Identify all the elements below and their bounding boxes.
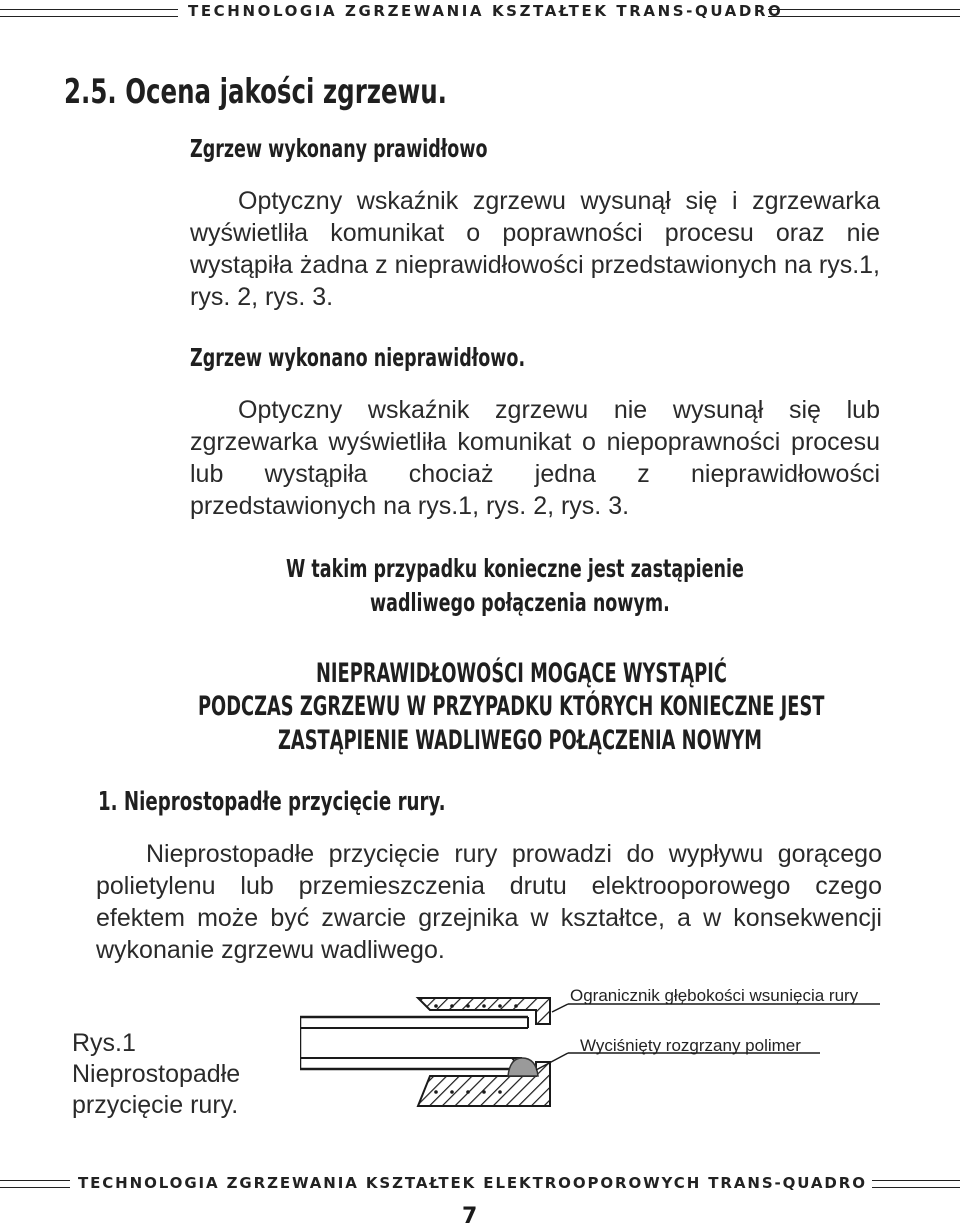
bad-heading: Zgrzew wykonano nieprawidłowo. — [190, 343, 526, 372]
item1-paragraph: Nieprostopadłe przycięcie rury prowadzi do wypływu gorącego polietylenu lub przemieszczenia drutu elektrooporowego czego efektem może być zwarcie grzejnika w kształtce, a w konsekwencji wykonanie zgrzewu wadliwego. — [96, 840, 882, 964]
figure-caption-line-2: Nieprostopadłe — [72, 1060, 241, 1088]
header-running-title: TECHNOLOGIA ZGRZEWANIA KSZTAŁTEK TRANS-QUADRO — [188, 2, 784, 20]
bad-paragraph: Optyczny wskaźnik zgrzewu nie wysunął się lub zgrzewarka wyświetliła komunikat o niepoprawności procesu lub wystąpiła chociaż jedna z nieprawidłowości przedstawionych na rys.1, rys. 2, rys. 3. — [190, 396, 880, 520]
ok-heading: Zgrzew wykonany prawidłowo — [190, 134, 488, 163]
defects-title-line-3: ZASTĄPIENIE WADLIWEGO POŁĄCZENIA NOWYM — [278, 725, 763, 756]
defects-title-line-2: PODCZAS ZGRZEWU W PRZYPADKU KTÓRYCH KONIECZNE JEST — [198, 691, 825, 722]
label-polymer: Wyciśnięty rozgrzany polimer — [580, 1036, 801, 1055]
warning-line-1: W takim przypadku konieczne jest zastąpienie — [286, 554, 744, 583]
figure-caption — [72, 1028, 240, 1121]
header-rule-right — [768, 9, 960, 17]
page-number: 7 — [462, 1204, 478, 1229]
figure-caption-line-3: przycięcie rury. — [72, 1091, 239, 1119]
warning-line-2: wadliwego połączenia nowym. — [370, 588, 670, 617]
stop-leader-line — [552, 1004, 568, 1012]
header-rule-left — [0, 9, 178, 17]
footer-running-title: TECHNOLOGIA ZGRZEWANIA KSZTAŁTEK ELEKTROOPOROWYCH TRANS-QUADRO — [78, 1174, 867, 1192]
footer-rule-left — [0, 1180, 70, 1188]
item1-heading: 1. Nieprostopadłe przycięcie rury. — [98, 787, 446, 817]
footer-rule-right — [872, 1180, 960, 1188]
section-heading: 2.5. Ocena jakości zgrzewu. — [64, 72, 447, 112]
figure-caption-line-1: Rys.1 — [72, 1029, 136, 1057]
extruded-polymer — [508, 1058, 538, 1076]
defects-title-line-1: NIEPRAWIDŁOWOŚCI MOGĄCE WYSTĄPIĆ — [316, 658, 727, 689]
ok-paragraph: Optyczny wskaźnik zgrzewu wysunął się i zgrzewarka wyświetliła komunikat o poprawności procesu oraz nie wystąpiła żadna z nieprawidłowości przedstawionych na rys.1, rys. 2, rys. 3. — [190, 187, 880, 311]
label-stop: Ogranicznik głębokości wsunięcia rury — [570, 986, 859, 1005]
pipe-outline — [300, 1017, 528, 1069]
fitting-top-wall — [418, 998, 550, 1024]
